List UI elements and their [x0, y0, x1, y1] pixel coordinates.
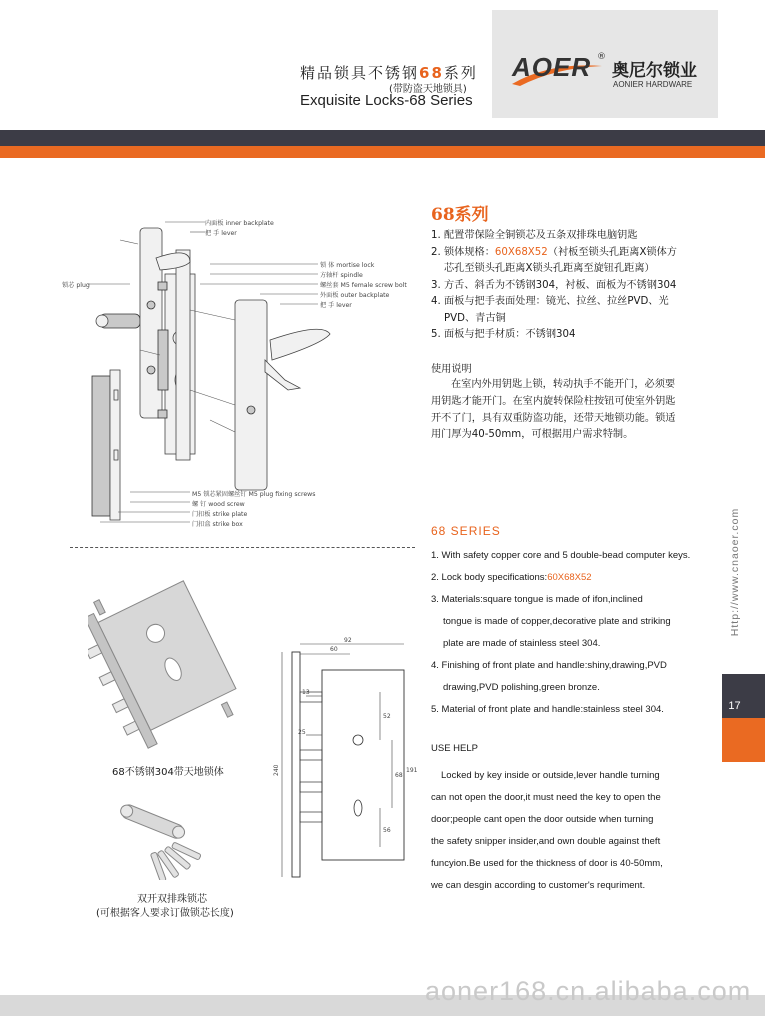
label-m5-bolt: 螺丝套 M5 female screw bolt: [320, 282, 407, 289]
usage-text-cn: 在室内外用钥匙上锁，转动执手不能开门，必须要 用钥匙才能开门。在室内旋转保险柱按钮可使室外钥匙 开不了门，具有双重防盗功能，还带天地锁功能。锁适 用门厚为40-50mm，可根据用户需求特制。: [431, 379, 676, 441]
brand-registered-mark: ®: [597, 52, 606, 62]
page-tab-orange: [722, 718, 765, 762]
label-m5-plug-screws: M5 锁芯紧固螺丝钉 M5 plug fixing screws: [192, 491, 316, 498]
cn-item-2: 2. 锁体规格：60X68X52（衬板至锁头孔距离X锁体方: [431, 246, 677, 258]
label-outer-backplate: 外面板 outer backplate: [320, 292, 390, 299]
section-title-en: 68 SERIES: [431, 524, 501, 538]
label-inner-backplate: 内面板 inner backplate: [205, 220, 274, 227]
cn-item-4-cont: PVD、青古铜: [444, 312, 506, 324]
label-strike-box: 门扣盒 strike box: [192, 521, 243, 528]
en-spec-highlight: 60X68X52: [547, 572, 592, 583]
usage-title-cn: 使用说明: [431, 364, 472, 375]
header-dark-bar: [0, 130, 765, 146]
en-feature-list: 1. With safety copper core and 5 double-bead computer keys. 2. Lock body specifications:60X68X52 3. Materials:square tongue is made of ifon,inclined tongue is made of copper,decorative plate and striking plate are made of stainless steel 304. 4. Finishing of front plate and handle:shiny,drawing,PVD drawing,PVD polishing,green bronze. 5. Material of front plate and handle:stainless steel 304.: [431, 545, 711, 721]
en-item-3: 3. Materials:square tongue is made of ifon,inclined: [431, 594, 643, 605]
strike-box-shape: [92, 376, 110, 516]
use-help-title: USE HELP: [431, 743, 478, 754]
brand-name-en: AONIER HARDWARE: [613, 80, 693, 89]
caption-cylinder-1: 双开双排珠锁芯: [137, 894, 207, 905]
label-lever-2: 把 手 lever: [320, 302, 352, 309]
dim-label-6: 68: [395, 772, 403, 779]
caption-lock-body: 68不锈钢304带天地锁体: [112, 767, 224, 778]
page-number: 17: [728, 700, 741, 712]
dim-label-1: 60: [330, 646, 338, 653]
caption-cylinder-2: (可根据客人要求订做锁芯长度): [96, 908, 234, 919]
cn-item-5: 5. 面板与把手材质：不锈钢304: [431, 329, 576, 340]
cn-item-1: 1. 配置带保险全铜锁芯及五条双排珠电脑钥匙: [431, 230, 638, 241]
cylinder-image: [110, 800, 215, 880]
lock-body-image: [88, 575, 253, 750]
label-strike-plate: 门扣板 strike plate: [192, 511, 248, 518]
label-lever-top: 把 手 lever: [205, 230, 237, 237]
label-spindle: 方轴杆 spindle: [320, 272, 363, 279]
cn-spec-highlight: 60X68X52: [494, 246, 548, 258]
page-title-cn: 精品锁具不锈钢68系列: [300, 64, 478, 82]
outer-backplate-shape: [235, 300, 267, 490]
website-url: Http://www.cnaoer.com: [729, 507, 741, 637]
section-divider: [70, 547, 415, 548]
cn-feature-list: [431, 228, 701, 344]
outer-lever-shape: [270, 329, 330, 360]
exploded-lock-diagram: [60, 210, 360, 530]
cn-item-3: 3. 方舌、斜舌为不锈钢304，衬板、面板为不锈钢304: [431, 279, 677, 291]
label-plug: 锁芯 plug: [62, 282, 90, 289]
use-help-text: Locked by key inside or outside,lever handle turning can not open the door,it must need the key to open the door;people cant open the door outside when turning the safety snipper insider,and own double against theft funcyion.Be used for the thickness of door is 40-50mm, we can desgin according to customer's requriment.: [431, 770, 663, 891]
front-faceplate-shape: [176, 250, 190, 460]
dim-label-8: 191: [406, 767, 418, 774]
dim-label-4: 240: [273, 764, 280, 776]
dimension-drawing: [262, 632, 432, 882]
dim-label-0: 92: [344, 637, 352, 644]
dim-label-2: 13: [302, 689, 310, 696]
cn-item-4: 4. 面板与把手表面处理：镜光、拉丝、拉丝PVD、光: [431, 296, 669, 307]
header-orange-bar: [0, 146, 765, 158]
label-mortise-lock: 锁 体 mortise lock: [320, 262, 375, 269]
en-item-5: 5. Material of front plate and handle:stainless steel 304.: [431, 704, 664, 715]
dim-label-3: 25: [298, 729, 306, 736]
label-wood-screw: 螺 钉 wood screw: [192, 501, 245, 508]
en-item-1: 1. With safety copper core and 5 double-bead computer keys.: [431, 550, 691, 561]
page-title-en: Exquisite Locks-68 Series: [300, 92, 473, 109]
en-item-4: 4. Finishing of front plate and handle:shiny,drawing,PVD: [431, 660, 667, 671]
brand-logo-text: AOER: [512, 52, 592, 82]
section-title-cn: 68系列: [431, 205, 489, 225]
page-subtitle-cn: (带防盗天地锁具): [389, 84, 467, 95]
brand-name-cn: 奥尼尔锁业: [612, 61, 697, 81]
footer-watermark: aoner168.cn.alibaba.com: [425, 976, 752, 1006]
dim-label-7: 56: [383, 827, 391, 834]
cn-item-2-cont: 芯孔至锁头孔距离X锁头孔距离至旋钮孔距离）: [444, 263, 655, 274]
dim-label-5: 52: [383, 713, 391, 720]
en-item-2: 2. Lock body specifications:60X68X52: [431, 572, 592, 583]
